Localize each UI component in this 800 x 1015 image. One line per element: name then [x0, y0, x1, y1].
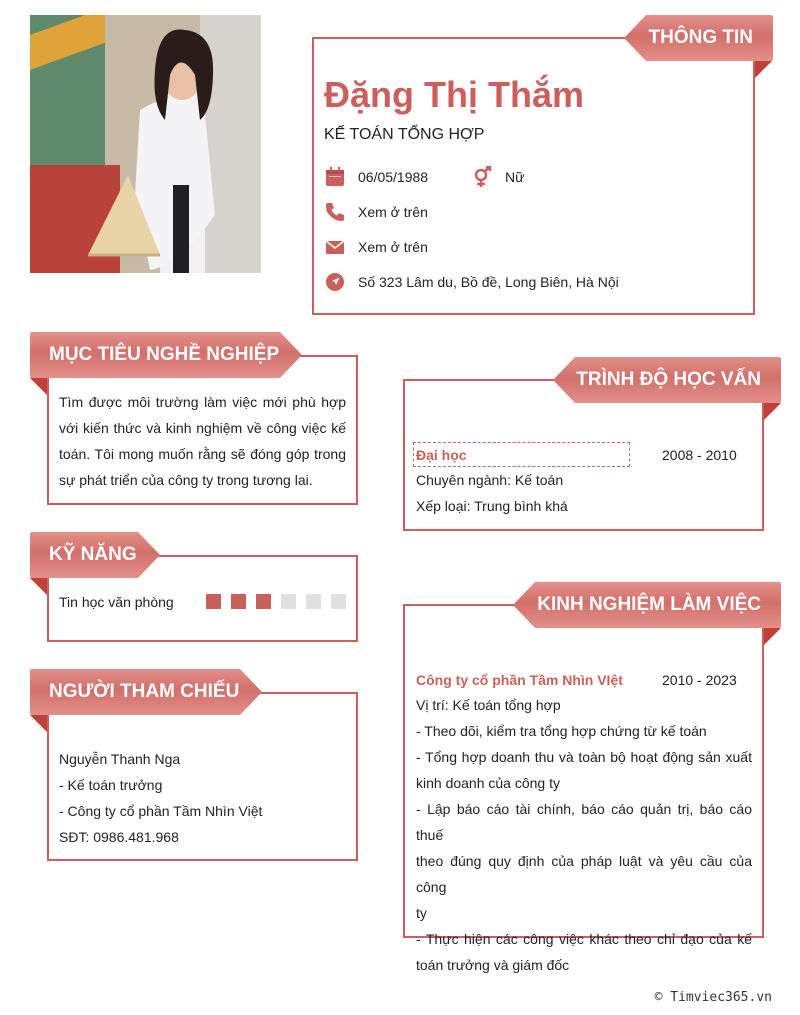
- duty-line: toán trưởng và giám đốc: [416, 957, 570, 973]
- phone-icon: [324, 201, 346, 223]
- birthdate-row: [324, 166, 428, 188]
- gender-row: [471, 166, 524, 188]
- education-period: 2008 - 2010: [662, 447, 737, 463]
- skill-level-filled: [256, 594, 271, 609]
- duty-line: - Tổng hợp doanh thu và toàn bộ hoạt động sản xuất: [416, 749, 752, 765]
- experience-ribbon: [513, 582, 781, 628]
- calendar-icon: [324, 166, 346, 188]
- email-row: [324, 236, 428, 258]
- duty-line: kinh doanh của công ty: [416, 775, 560, 791]
- education-heading: TRÌNH ĐỘ HỌC VẤN: [576, 369, 761, 390]
- duty-line: - Theo dõi, kiểm tra tổng hợp chứng từ kế toán: [416, 723, 707, 739]
- objective-heading: MỤC TIÊU NGHỀ NGHIỆP: [49, 344, 280, 365]
- duty-line: - Thực hiện các công việc khác theo chỉ đạo của kế: [416, 931, 752, 947]
- birthdate: 06/05/1988: [358, 169, 429, 185]
- objective-line-4: sự phát triển của công ty trong tương lai.: [59, 472, 313, 488]
- reference-role: - Kế toán trưởng: [59, 777, 163, 793]
- skill-level-empty: [331, 594, 346, 609]
- experience-period: 2010 - 2023: [662, 672, 737, 688]
- duty-line: theo đúng quy định của pháp luật và yêu cầu của công: [416, 853, 752, 895]
- experience-company: Công ty cổ phần Tầm Nhìn VIệt: [416, 672, 623, 688]
- objective-line-1: Tìm được môi trường làm việc mới phù hợp: [59, 394, 346, 410]
- job-title: KẾ TOÁN TỔNG HỢP: [324, 126, 485, 143]
- skill-level-empty: [281, 594, 296, 609]
- education-rank: Xếp loại: Trung bình khá: [416, 498, 568, 514]
- skills-ribbon-fold: [30, 578, 47, 595]
- skill-level-filled: [231, 594, 246, 609]
- phone: Xem ở trên: [358, 204, 428, 220]
- skills-heading: KỸ NĂNG: [49, 544, 137, 565]
- reference-phone: SĐT: 0986.481.968: [59, 829, 179, 845]
- education-major: Chuyên ngành: Kế toán: [416, 472, 564, 488]
- objective-line-3: toán. Tôi mong muốn rằng sẽ đóng góp trong: [59, 446, 346, 462]
- candidate-name: Đặng Thị Thắm: [324, 74, 584, 115]
- skills-ribbon: [30, 532, 160, 578]
- skill-level-empty: [306, 594, 321, 609]
- duty-line: - Lập báo cáo tài chính, báo cáo quản trị, báo cáo thuế: [416, 801, 752, 843]
- phone-row: [324, 201, 428, 223]
- reference-name: Nguyễn Thanh Nga: [59, 751, 181, 767]
- email: Xem ở trên: [358, 239, 428, 255]
- gender: Nữ: [505, 169, 525, 185]
- location-icon: [324, 271, 346, 293]
- experience-position: Vị trí: Kế toán tổng hợp: [416, 697, 561, 713]
- reference-company: - Công ty cổ phần Tầm Nhìn Việt: [59, 803, 263, 819]
- info-ribbon-fold: [755, 61, 772, 78]
- gender-icon: [471, 166, 493, 188]
- education-ribbon-fold: [764, 403, 781, 420]
- experience-ribbon-fold: [764, 628, 781, 645]
- objective-line-2: với kiến thức và kinh nghiệm về công việc kế: [59, 420, 346, 436]
- objective-text: [59, 389, 346, 493]
- profile-photo: [30, 15, 261, 273]
- info-heading: THÔNG TIN: [648, 27, 753, 48]
- education-ribbon: [553, 357, 781, 403]
- address-row: [324, 271, 619, 293]
- objective-ribbon-fold: [30, 378, 47, 395]
- experience-heading: KINH NGHIỆM LÀM VIỆC: [537, 594, 761, 615]
- address: Số 323 Lâm du, Bồ đề, Long Biên, Hà Nội: [358, 274, 619, 290]
- objective-ribbon: [30, 332, 302, 378]
- footer-watermark: © Timviec365.vn: [654, 990, 772, 1005]
- references-heading: NGƯỜI THAM CHIẾU: [49, 681, 240, 702]
- mail-icon: [324, 236, 346, 258]
- skill-level-filled: [206, 594, 221, 609]
- skill-name: Tin học văn phòng: [59, 594, 174, 610]
- education-degree: Đại học: [416, 447, 467, 463]
- references-ribbon: [30, 669, 262, 715]
- experience-duties: [416, 718, 752, 978]
- references-ribbon-fold: [30, 715, 47, 732]
- duty-line: ty: [416, 905, 427, 921]
- info-ribbon: [624, 15, 773, 61]
